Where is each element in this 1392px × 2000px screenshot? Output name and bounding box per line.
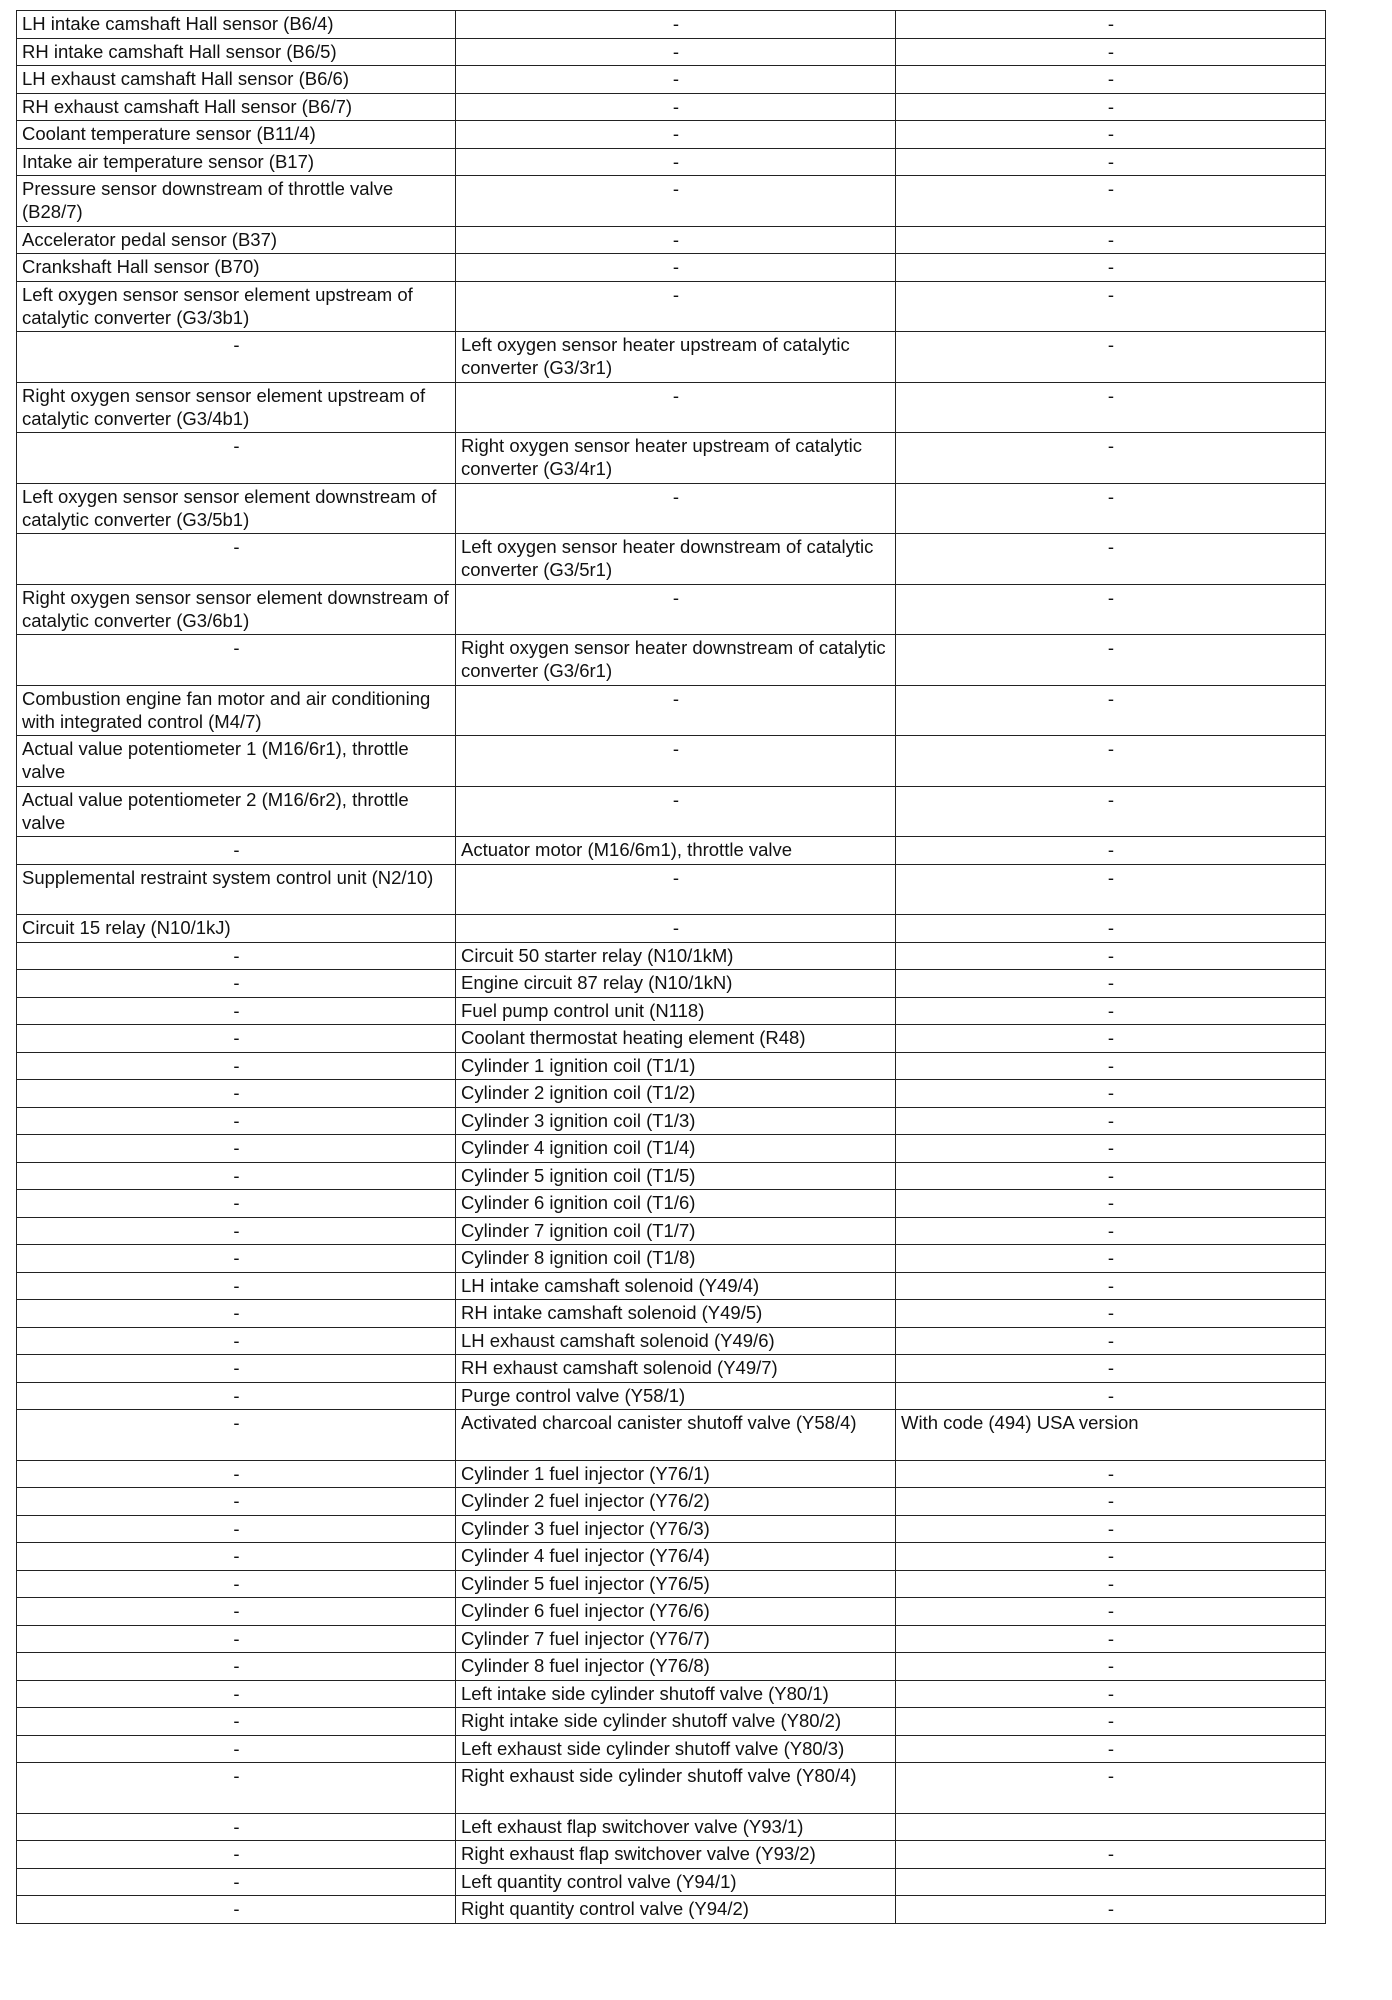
table-cell-component: Intake air temperature sensor (B17) xyxy=(17,148,456,176)
table-cell-remark: - xyxy=(896,942,1326,970)
table-cell-remark: - xyxy=(896,1625,1326,1653)
table-row xyxy=(17,226,1326,254)
table-row xyxy=(17,1653,1326,1681)
table-cell-output: Cylinder 7 fuel injector (Y76/7) xyxy=(456,1625,896,1653)
table-row xyxy=(17,1543,1326,1571)
table-row xyxy=(17,786,1326,837)
table-cell-remark: - xyxy=(896,11,1326,39)
table-cell-remark: - xyxy=(896,1598,1326,1626)
table-cell-remark: - xyxy=(896,1708,1326,1736)
table-cell-component: - xyxy=(17,433,456,484)
table-cell-output: Actuator motor (M16/6m1), throttle valve xyxy=(456,837,896,865)
table-row xyxy=(17,382,1326,433)
table-cell-component: - xyxy=(17,1460,456,1488)
table-row xyxy=(17,1107,1326,1135)
table-cell-component: - xyxy=(17,635,456,686)
table-cell-component: - xyxy=(17,1598,456,1626)
table-cell-output: Engine circuit 87 relay (N10/1kN) xyxy=(456,970,896,998)
table-cell-remark: - xyxy=(896,483,1326,534)
table-cell-remark: - xyxy=(896,584,1326,635)
table-cell-remark: - xyxy=(896,1162,1326,1190)
table-cell-output: Cylinder 4 ignition coil (T1/4) xyxy=(456,1135,896,1163)
table-cell-output: Cylinder 3 fuel injector (Y76/3) xyxy=(456,1515,896,1543)
table-cell-output: - xyxy=(456,736,896,787)
table-cell-component: - xyxy=(17,942,456,970)
table-row xyxy=(17,148,1326,176)
table-row xyxy=(17,1410,1326,1461)
table-cell-output: Right oxygen sensor heater upstream of catalytic converter (G3/4r1) xyxy=(456,433,896,484)
table-cell-output: Cylinder 3 ignition coil (T1/3) xyxy=(456,1107,896,1135)
table-cell-output: Left exhaust side cylinder shutoff valve (Y80/3) xyxy=(456,1735,896,1763)
table-row xyxy=(17,1327,1326,1355)
table-cell-output: - xyxy=(456,786,896,837)
table-cell-component: - xyxy=(17,332,456,383)
table-cell-remark: - xyxy=(896,1327,1326,1355)
table-cell-remark: - xyxy=(896,66,1326,94)
table-cell-component: - xyxy=(17,1327,456,1355)
table-cell-output: - xyxy=(456,38,896,66)
table-row xyxy=(17,1813,1326,1841)
table-row xyxy=(17,864,1326,915)
table-row xyxy=(17,1162,1326,1190)
table-cell-remark: - xyxy=(896,1680,1326,1708)
table-row xyxy=(17,1272,1326,1300)
table-row xyxy=(17,1300,1326,1328)
table-cell-output: Purge control valve (Y58/1) xyxy=(456,1382,896,1410)
table-cell-component: Right oxygen sensor sensor element upstream of catalytic converter (G3/4b1) xyxy=(17,382,456,433)
table-cell-remark: - xyxy=(896,1896,1326,1924)
table-body xyxy=(17,11,1326,1924)
table-cell-remark: - xyxy=(896,1460,1326,1488)
table-row xyxy=(17,483,1326,534)
table-cell-output: Right quantity control valve (Y94/2) xyxy=(456,1896,896,1924)
table-row xyxy=(17,915,1326,943)
table-row xyxy=(17,1382,1326,1410)
table-cell-component: - xyxy=(17,1841,456,1869)
table-row xyxy=(17,1735,1326,1763)
table-cell-component: - xyxy=(17,1355,456,1383)
table-cell-remark: - xyxy=(896,685,1326,736)
table-row xyxy=(17,254,1326,282)
table-cell-remark: - xyxy=(896,1080,1326,1108)
table-cell-component: - xyxy=(17,1570,456,1598)
table-cell-output: Right exhaust side cylinder shutoff valve (Y80/4) xyxy=(456,1763,896,1814)
table-cell-component: - xyxy=(17,1382,456,1410)
table-cell-output: Fuel pump control unit (N118) xyxy=(456,997,896,1025)
table-cell-component: - xyxy=(17,1515,456,1543)
table-cell-output: - xyxy=(456,93,896,121)
table-cell-remark: - xyxy=(896,1025,1326,1053)
table-cell-output: Cylinder 8 fuel injector (Y76/8) xyxy=(456,1653,896,1681)
table-row xyxy=(17,121,1326,149)
table-cell-output: Cylinder 7 ignition coil (T1/7) xyxy=(456,1217,896,1245)
table-cell-output: Left oxygen sensor heater upstream of catalytic converter (G3/3r1) xyxy=(456,332,896,383)
table-cell-remark: - xyxy=(896,281,1326,332)
table-cell-output: - xyxy=(456,382,896,433)
table-cell-component: - xyxy=(17,1896,456,1924)
table-row xyxy=(17,1355,1326,1383)
table-cell-output: Left oxygen sensor heater downstream of catalytic converter (G3/5r1) xyxy=(456,534,896,585)
table-cell-remark: - xyxy=(896,226,1326,254)
table-row xyxy=(17,66,1326,94)
table-cell-component: - xyxy=(17,1625,456,1653)
table-cell-remark: - xyxy=(896,121,1326,149)
table-cell-output: Right oxygen sensor heater downstream of catalytic converter (G3/6r1) xyxy=(456,635,896,686)
table-cell-component: Right oxygen sensor sensor element downstream of catalytic converter (G3/6b1) xyxy=(17,584,456,635)
table-cell-remark: - xyxy=(896,1355,1326,1383)
table-cell-remark: - xyxy=(896,786,1326,837)
table-cell-output: - xyxy=(456,254,896,282)
table-row xyxy=(17,1868,1326,1896)
table-row xyxy=(17,1245,1326,1273)
table-cell-component: - xyxy=(17,837,456,865)
table-cell-component: - xyxy=(17,1868,456,1896)
table-row xyxy=(17,1460,1326,1488)
table-cell-output: - xyxy=(456,226,896,254)
table-cell-component: Pressure sensor downstream of throttle valve (B28/7) xyxy=(17,176,456,227)
table-cell-component: - xyxy=(17,1052,456,1080)
table-row xyxy=(17,1896,1326,1924)
table-cell-component: - xyxy=(17,1680,456,1708)
table-cell-output: - xyxy=(456,864,896,915)
table-cell-remark: - xyxy=(896,534,1326,585)
table-cell-remark: - xyxy=(896,382,1326,433)
table-cell-output: LH exhaust camshaft solenoid (Y49/6) xyxy=(456,1327,896,1355)
table-row xyxy=(17,1680,1326,1708)
table-cell-component: - xyxy=(17,970,456,998)
table-cell-output: Cylinder 8 ignition coil (T1/8) xyxy=(456,1245,896,1273)
table-cell-component: - xyxy=(17,1735,456,1763)
table-row xyxy=(17,176,1326,227)
table-cell-component: Coolant temperature sensor (B11/4) xyxy=(17,121,456,149)
table-cell-component: - xyxy=(17,997,456,1025)
table-row xyxy=(17,11,1326,39)
table-row xyxy=(17,1025,1326,1053)
table-cell-remark: - xyxy=(896,1735,1326,1763)
table-row xyxy=(17,635,1326,686)
table-cell-remark: - xyxy=(896,1107,1326,1135)
table-cell-component: Crankshaft Hall sensor (B70) xyxy=(17,254,456,282)
table-row xyxy=(17,1217,1326,1245)
table-cell-remark: - xyxy=(896,1052,1326,1080)
table-cell-remark: - xyxy=(896,433,1326,484)
table-cell-output: - xyxy=(456,915,896,943)
table-cell-component: - xyxy=(17,1162,456,1190)
table-cell-output: Cylinder 1 ignition coil (T1/1) xyxy=(456,1052,896,1080)
table-cell-remark: - xyxy=(896,1382,1326,1410)
table-row xyxy=(17,93,1326,121)
table-row xyxy=(17,332,1326,383)
table-cell-output: RH intake camshaft solenoid (Y49/5) xyxy=(456,1300,896,1328)
table-cell-remark: - xyxy=(896,1841,1326,1869)
table-cell-output: Right intake side cylinder shutoff valve (Y80/2) xyxy=(456,1708,896,1736)
table-cell-component: Circuit 15 relay (N10/1kJ) xyxy=(17,915,456,943)
table-cell-remark: - xyxy=(896,254,1326,282)
component-table xyxy=(16,10,1326,1924)
table-row xyxy=(17,685,1326,736)
table-cell-remark: - xyxy=(896,1543,1326,1571)
table-row xyxy=(17,970,1326,998)
table-row xyxy=(17,942,1326,970)
table-row xyxy=(17,837,1326,865)
table-row xyxy=(17,1598,1326,1626)
table-cell-output: Cylinder 6 ignition coil (T1/6) xyxy=(456,1190,896,1218)
table-cell-component: LH intake camshaft Hall sensor (B6/4) xyxy=(17,11,456,39)
table-cell-component: - xyxy=(17,1025,456,1053)
table-cell-component: - xyxy=(17,1708,456,1736)
table-cell-output: LH intake camshaft solenoid (Y49/4) xyxy=(456,1272,896,1300)
table-cell-component: Left oxygen sensor sensor element downstream of catalytic converter (G3/5b1) xyxy=(17,483,456,534)
table-row xyxy=(17,1708,1326,1736)
table-cell-component: - xyxy=(17,1813,456,1841)
table-cell-output: Right exhaust flap switchover valve (Y93/2) xyxy=(456,1841,896,1869)
table-cell-remark: - xyxy=(896,736,1326,787)
table-cell-remark: - xyxy=(896,1300,1326,1328)
table-cell-component: - xyxy=(17,1300,456,1328)
table-cell-remark: - xyxy=(896,997,1326,1025)
table-row xyxy=(17,433,1326,484)
table-cell-remark: - xyxy=(896,1245,1326,1273)
table-cell-component: - xyxy=(17,1217,456,1245)
table-cell-output: - xyxy=(456,281,896,332)
table-cell-component: Supplemental restraint system control unit (N2/10) xyxy=(17,864,456,915)
table-cell-remark: - xyxy=(896,38,1326,66)
table-row xyxy=(17,1135,1326,1163)
table-cell-remark xyxy=(896,1813,1326,1841)
table-cell-output: RH exhaust camshaft solenoid (Y49/7) xyxy=(456,1355,896,1383)
table-cell-output: - xyxy=(456,176,896,227)
table-cell-component: - xyxy=(17,1107,456,1135)
table-cell-output: Coolant thermostat heating element (R48) xyxy=(456,1025,896,1053)
table-cell-remark: - xyxy=(896,635,1326,686)
table-cell-remark: - xyxy=(896,864,1326,915)
table-cell-remark: - xyxy=(896,1763,1326,1814)
table-cell-component: Actual value potentiometer 1 (M16/6r1), throttle valve xyxy=(17,736,456,787)
table-cell-remark: - xyxy=(896,915,1326,943)
table-cell-output: - xyxy=(456,685,896,736)
table-cell-output: Cylinder 5 ignition coil (T1/5) xyxy=(456,1162,896,1190)
table-cell-output: Left quantity control valve (Y94/1) xyxy=(456,1868,896,1896)
table-cell-component: LH exhaust camshaft Hall sensor (B6/6) xyxy=(17,66,456,94)
table-cell-output: Cylinder 5 fuel injector (Y76/5) xyxy=(456,1570,896,1598)
table-cell-output: Activated charcoal canister shutoff valve (Y58/4) xyxy=(456,1410,896,1461)
table-cell-remark: - xyxy=(896,148,1326,176)
table-row xyxy=(17,1570,1326,1598)
table-cell-remark: - xyxy=(896,1190,1326,1218)
table-row xyxy=(17,584,1326,635)
table-cell-component: - xyxy=(17,534,456,585)
table-cell-component: Accelerator pedal sensor (B37) xyxy=(17,226,456,254)
table-cell-component: - xyxy=(17,1272,456,1300)
table-cell-output: - xyxy=(456,66,896,94)
table-cell-component: - xyxy=(17,1488,456,1516)
table-row xyxy=(17,1625,1326,1653)
table-row xyxy=(17,38,1326,66)
table-row xyxy=(17,1763,1326,1814)
table-cell-component: Left oxygen sensor sensor element upstream of catalytic converter (G3/3b1) xyxy=(17,281,456,332)
table-cell-component: - xyxy=(17,1190,456,1218)
table-cell-component: - xyxy=(17,1080,456,1108)
table-cell-output: - xyxy=(456,483,896,534)
table-cell-remark: - xyxy=(896,176,1326,227)
table-cell-output: Left exhaust flap switchover valve (Y93/1) xyxy=(456,1813,896,1841)
table-cell-output: - xyxy=(456,148,896,176)
table-cell-remark: With code (494) USA version xyxy=(896,1410,1326,1461)
table-row xyxy=(17,1515,1326,1543)
table-row xyxy=(17,534,1326,585)
table-cell-component: Combustion engine fan motor and air conditioning with integrated control (M4/7) xyxy=(17,685,456,736)
table-cell-output: Cylinder 4 fuel injector (Y76/4) xyxy=(456,1543,896,1571)
table-cell-remark xyxy=(896,1868,1326,1896)
table-cell-remark: - xyxy=(896,1272,1326,1300)
table-cell-component: RH intake camshaft Hall sensor (B6/5) xyxy=(17,38,456,66)
table-cell-remark: - xyxy=(896,93,1326,121)
table-cell-output: - xyxy=(456,11,896,39)
table-row xyxy=(17,736,1326,787)
table-cell-component: - xyxy=(17,1410,456,1461)
table-cell-remark: - xyxy=(896,1653,1326,1681)
table-row xyxy=(17,1841,1326,1869)
table-cell-remark: - xyxy=(896,1515,1326,1543)
table-cell-component: - xyxy=(17,1653,456,1681)
table-row xyxy=(17,281,1326,332)
table-cell-component: - xyxy=(17,1543,456,1571)
table-cell-output: Circuit 50 starter relay (N10/1kM) xyxy=(456,942,896,970)
table-cell-remark: - xyxy=(896,1570,1326,1598)
table-cell-output: Cylinder 2 ignition coil (T1/2) xyxy=(456,1080,896,1108)
table-cell-remark: - xyxy=(896,1135,1326,1163)
table-row xyxy=(17,1488,1326,1516)
table-cell-output: - xyxy=(456,121,896,149)
table-cell-remark: - xyxy=(896,1488,1326,1516)
table-cell-remark: - xyxy=(896,332,1326,383)
table-cell-output: Left intake side cylinder shutoff valve (Y80/1) xyxy=(456,1680,896,1708)
table-cell-output: Cylinder 6 fuel injector (Y76/6) xyxy=(456,1598,896,1626)
table-cell-remark: - xyxy=(896,970,1326,998)
table-cell-component: - xyxy=(17,1763,456,1814)
table-cell-output: Cylinder 1 fuel injector (Y76/1) xyxy=(456,1460,896,1488)
table-cell-remark: - xyxy=(896,1217,1326,1245)
table-row xyxy=(17,1080,1326,1108)
table-row xyxy=(17,1052,1326,1080)
table-cell-component: - xyxy=(17,1245,456,1273)
table-cell-component: RH exhaust camshaft Hall sensor (B6/7) xyxy=(17,93,456,121)
table-cell-output: - xyxy=(456,584,896,635)
table-cell-remark: - xyxy=(896,837,1326,865)
table-cell-output: Cylinder 2 fuel injector (Y76/2) xyxy=(456,1488,896,1516)
table-row xyxy=(17,997,1326,1025)
table-cell-component: Actual value potentiometer 2 (M16/6r2), throttle valve xyxy=(17,786,456,837)
table-cell-component: - xyxy=(17,1135,456,1163)
table-row xyxy=(17,1190,1326,1218)
